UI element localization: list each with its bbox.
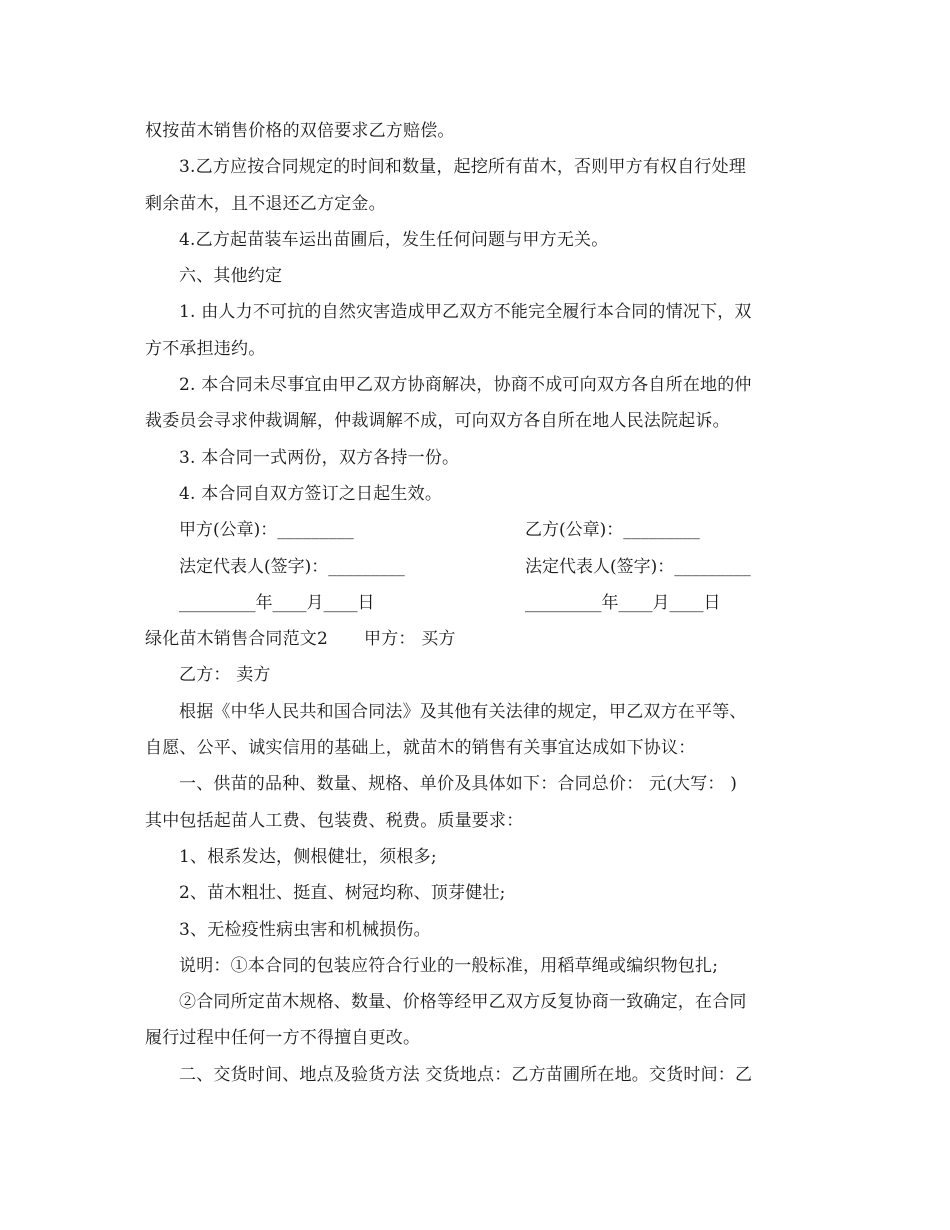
text-line: 1. 由人力不可抗的自然灾害造成甲乙双方不能完全履行本合同的情况下，双 bbox=[179, 302, 752, 323]
text-line: 二、交货时间、地点及验货方法 交货地点：乙方苗圃所在地。交货时间：乙 bbox=[179, 1064, 753, 1085]
text-line: 4. 本合同自双方签订之日起生效。 bbox=[179, 483, 443, 504]
party-b-date-field: _________年____月____日 bbox=[525, 592, 721, 613]
text-line: 4.乙方起苗装车运出苗圃后，发生任何问题与甲方无关。 bbox=[179, 229, 609, 250]
party-b-seal-field: 乙方(公章)：_________ bbox=[525, 520, 700, 541]
signature-row-representative bbox=[145, 549, 805, 585]
text-line: 3.乙方应按合同规定的时间和数量，起挖所有苗木，否则甲方有权自行处理 bbox=[179, 157, 747, 178]
section-heading: 六、其他约定 bbox=[179, 266, 283, 287]
second-contract-heading bbox=[145, 621, 805, 657]
signature-block bbox=[145, 512, 805, 621]
text-line: 2、苗木粗壮、挺直、树冠均称、顶芽健壮; bbox=[179, 883, 506, 904]
text-line: 说明：①本合同的包装应符合行业的一般标准，用稻草绳或编织物包扎; bbox=[179, 955, 719, 976]
text-line: 3. 本合同一式两份，双方各持一份。 bbox=[179, 447, 460, 468]
text-line: 根据《中华人民共和国合同法》及其他有关法律的规定，甲乙双方在平等、 bbox=[179, 701, 747, 722]
party-a-rep-field: 法定代表人(签字)：_________ bbox=[179, 556, 405, 577]
contract-clauses bbox=[145, 113, 805, 512]
text-line: 一、供苗的品种、数量、规格、单价及具体如下：合同总价： 元(大写： ) bbox=[179, 774, 738, 795]
text-line: 裁委员会寻求仲裁调解，仲裁调解不成，可向双方各自所在地人民法院起诉。 bbox=[145, 411, 730, 432]
second-contract-clauses bbox=[145, 694, 805, 1093]
text-line: 剩余苗木，且不退还乙方定金。 bbox=[145, 193, 386, 214]
text-line: 其中包括起苗人工费、包装费、税费。质量要求： bbox=[145, 810, 524, 831]
text-line: 3、无检疫性病虫害和机械损伤。 bbox=[179, 919, 431, 940]
signature-row-seal bbox=[145, 512, 805, 548]
party-a-date-field: _________年____月____日 bbox=[179, 592, 375, 613]
second-contract-party-a: 甲方： 买方 bbox=[364, 629, 456, 650]
party-a-seal-field: 甲方(公章)：_________ bbox=[179, 520, 354, 541]
text-line: ②合同所定苗木规格、数量、价格等经甲乙双方反复协商一致确定，在合同 bbox=[179, 992, 747, 1013]
text-line: 2. 本合同未尽事宜由甲乙双方协商解决，协商不成可向双方各自所在地的仲 bbox=[179, 375, 752, 396]
document-body bbox=[145, 113, 805, 1093]
second-contract-title: 绿化苗木销售合同范文2 bbox=[145, 629, 329, 650]
text-line: 方不承担违约。 bbox=[145, 338, 266, 359]
text-line: 1、根系发达，侧根健壮，须根多; bbox=[179, 846, 437, 867]
text-line: 自愿、公平、诚实信用的基础上，就苗木的销售有关事宜达成如下协议： bbox=[145, 738, 696, 759]
party-b-rep-field: 法定代表人(签字)：_________ bbox=[525, 556, 751, 577]
signature-row-date bbox=[145, 585, 805, 621]
text-line: 权按苗木销售价格的双倍要求乙方赔偿。 bbox=[145, 121, 455, 141]
second-contract-party-b: 乙方： 卖方 bbox=[179, 665, 271, 686]
text-line: 履行过程中任何一方不得擅自更改。 bbox=[145, 1028, 421, 1049]
